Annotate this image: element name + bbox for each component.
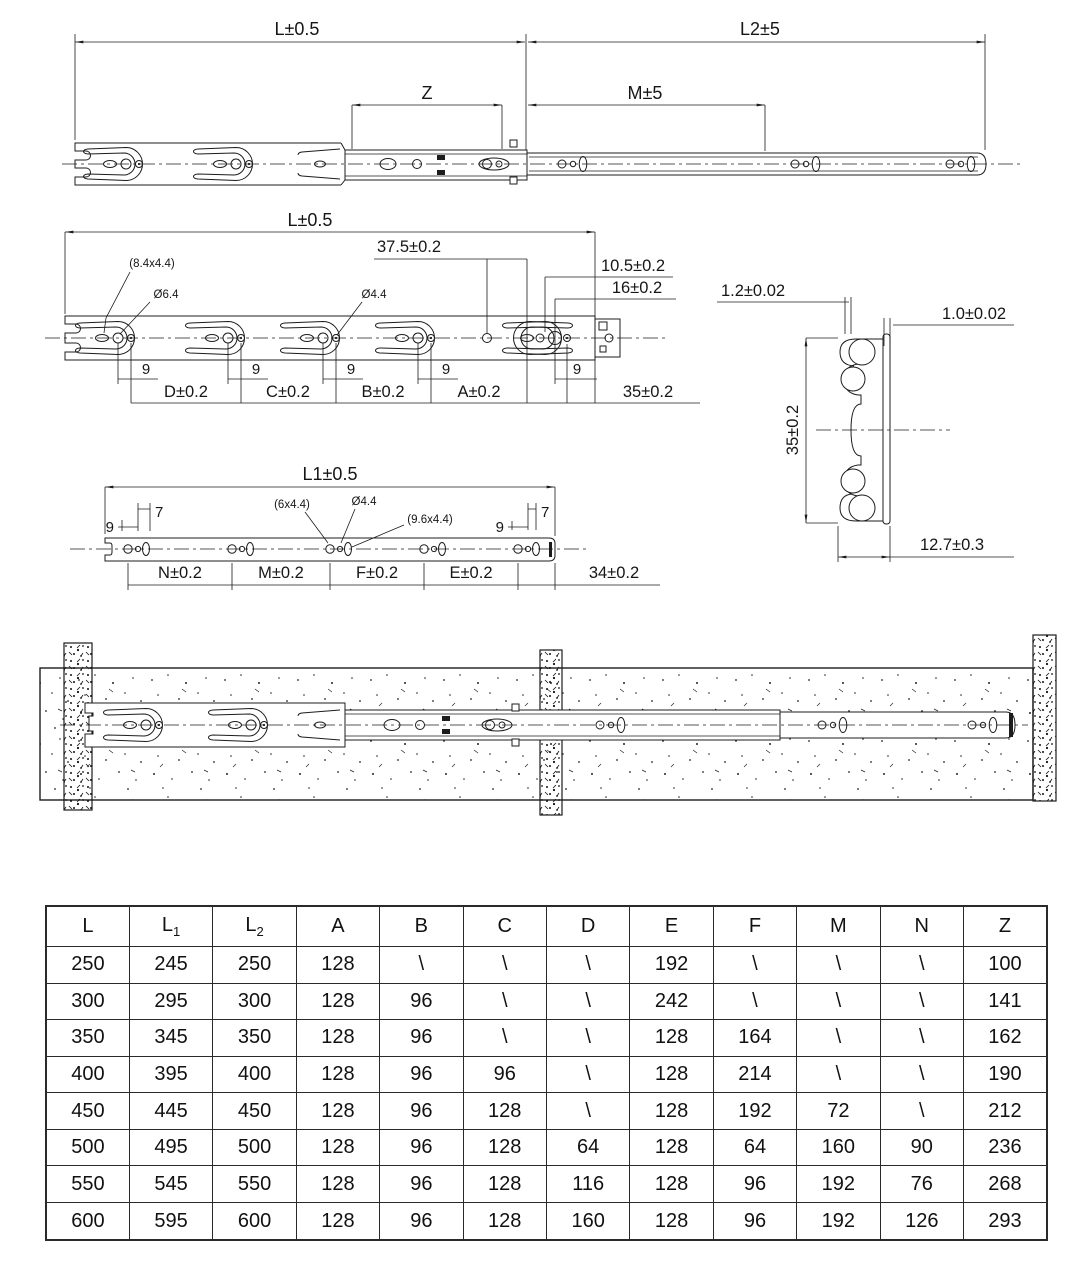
table-cell: 300	[213, 983, 296, 1020]
end-stop	[549, 542, 552, 557]
table-row	[46, 1166, 1047, 1203]
table-cell: 128	[296, 946, 379, 983]
table-cell: 128	[296, 983, 379, 1020]
table-cell: 128	[630, 1093, 713, 1130]
table-header-cell: F	[713, 906, 796, 946]
table-cell: 160	[797, 1129, 880, 1166]
table-row	[46, 1203, 1047, 1240]
table-cell: 90	[880, 1129, 963, 1166]
dim-label-1-2: 1.2±0.02	[720, 282, 786, 300]
note-hole-dia: Ø6.4	[153, 289, 179, 301]
table-cell: \	[880, 1020, 963, 1057]
back-panel	[1033, 635, 1056, 801]
table-cell: \	[797, 1020, 880, 1057]
table-header-cell: C	[463, 906, 546, 946]
middle-rail-lips	[345, 154, 527, 176]
pitch-label-9: 9	[441, 361, 451, 378]
note-slot: (8.4x4.4)	[129, 258, 175, 270]
outer-rail-hole-pattern-drawing	[45, 210, 700, 403]
ball-bearing	[849, 495, 875, 521]
table-cell: 128	[463, 1093, 546, 1130]
stop-block	[442, 716, 450, 721]
latch-tab	[510, 177, 517, 184]
table-cell: 245	[129, 946, 212, 983]
table-cell: 192	[713, 1093, 796, 1130]
table-cell: 350	[213, 1020, 296, 1057]
dimension-table	[45, 905, 1048, 1241]
table-cell: \	[880, 946, 963, 983]
stop-block	[442, 729, 450, 734]
dim-label-16: 16±0.2	[611, 279, 663, 297]
table-cell: 595	[129, 1203, 212, 1240]
dim-label-L: L±0.5	[287, 210, 333, 230]
table-cell: \	[546, 1020, 629, 1057]
table-cell: 293	[963, 1203, 1047, 1240]
table-cell: \	[380, 946, 463, 983]
dim-label-34: 34±0.2	[588, 564, 640, 582]
pitch-label-9: 9	[495, 519, 504, 536]
table-cell: 164	[713, 1020, 796, 1057]
table-row	[46, 983, 1047, 1020]
table-cell: 128	[463, 1129, 546, 1166]
table-cell: 76	[880, 1166, 963, 1203]
table-cell: \	[463, 1020, 546, 1057]
table-cell: 268	[963, 1166, 1047, 1203]
latch-tab	[600, 346, 606, 352]
table-cell: 160	[546, 1203, 629, 1240]
dim-label-Z: Z	[421, 83, 433, 103]
latch-tab	[512, 704, 519, 711]
table-cell: 500	[213, 1129, 296, 1166]
table-cell: 450	[213, 1093, 296, 1130]
dim-label-E: E±0.2	[449, 564, 493, 582]
table-cell: 141	[963, 983, 1047, 1020]
table-cell: 295	[129, 983, 212, 1020]
table-cell: 96	[380, 1166, 463, 1203]
table-header-cell: L	[46, 906, 129, 946]
table-cell: \	[546, 946, 629, 983]
table-cell: 192	[797, 1203, 880, 1240]
table-cell: 128	[463, 1203, 546, 1240]
dim-label-35: 35±0.2	[784, 404, 802, 456]
table-cell: 495	[129, 1129, 212, 1166]
front-panel	[64, 643, 92, 810]
dim-label-F: F±0.2	[355, 564, 399, 582]
extension-lines	[105, 487, 555, 536]
inner-rail-hole-pattern-drawing	[70, 464, 660, 590]
table-cell: 96	[713, 1166, 796, 1203]
pitch-label-9: 9	[105, 519, 114, 536]
table-header-cell: M	[797, 906, 880, 946]
table-header-row	[46, 906, 1047, 946]
dim-label-35: 35±0.2	[622, 383, 674, 401]
installation-section-drawing	[40, 635, 1056, 815]
table-header-cell: A	[296, 906, 379, 946]
table-cell: 64	[546, 1129, 629, 1166]
dim-label-B: B±0.2	[361, 383, 405, 401]
table-cell: 400	[213, 1056, 296, 1093]
pitch-label-9: 9	[572, 361, 582, 378]
dim-label-10-5: 10.5±0.2	[600, 257, 666, 275]
pitch-label-7: 7	[155, 504, 164, 521]
note-rivet-dia: Ø4.4	[351, 496, 377, 508]
pitch-label-9: 9	[141, 361, 151, 378]
table-header-cell: B	[380, 906, 463, 946]
table-cell: 116	[546, 1166, 629, 1203]
table-cell: \	[463, 983, 546, 1020]
dim-label-N: N±0.2	[158, 564, 202, 582]
dim-label-D: D±0.2	[164, 383, 208, 401]
table-cell: 445	[129, 1093, 212, 1130]
table-cell: 250	[46, 946, 129, 983]
table-header-cell: E	[630, 906, 713, 946]
table-cell: 128	[296, 1166, 379, 1203]
stop-block	[437, 170, 445, 175]
table-cell: 96	[380, 1056, 463, 1093]
table-cell: \	[880, 983, 963, 1020]
table-cell: 214	[713, 1056, 796, 1093]
table-cell: 192	[797, 1166, 880, 1203]
table-cell: 600	[213, 1203, 296, 1240]
dim-label-M: M±5	[627, 83, 663, 103]
table-cell: 400	[46, 1056, 129, 1093]
dim-35-extensions	[806, 338, 838, 523]
table-cell: 128	[630, 1056, 713, 1093]
table-cell: 300	[46, 983, 129, 1020]
table-row	[46, 1056, 1047, 1093]
table-cell: 72	[797, 1093, 880, 1130]
table-row	[46, 946, 1047, 983]
table-cell: 128	[296, 1129, 379, 1166]
table-cell: 242	[630, 983, 713, 1020]
table-cell: \	[797, 946, 880, 983]
table-header-cell: Z	[963, 906, 1047, 946]
table-cell: 250	[213, 946, 296, 983]
table-header-cell: N	[880, 906, 963, 946]
table-cell: 128	[630, 1166, 713, 1203]
pitch-label-7: 7	[541, 504, 550, 521]
dim-label-37-5: 37.5±0.2	[376, 238, 442, 256]
table-cell: 128	[463, 1166, 546, 1203]
ball-bearing	[849, 339, 875, 365]
table-cell: 96	[463, 1056, 546, 1093]
table-cell: 128	[296, 1203, 379, 1240]
note-slot2: (9.6x4.4)	[407, 514, 453, 526]
rivet-center	[566, 337, 568, 339]
table-cell: \	[797, 983, 880, 1020]
note-leaders	[305, 509, 404, 547]
stop-block	[437, 155, 445, 160]
table-cell: \	[713, 983, 796, 1020]
table-cell: 395	[129, 1056, 212, 1093]
latch-tab	[512, 739, 519, 746]
table-cell: 96	[380, 1129, 463, 1166]
table-cell: 96	[380, 1020, 463, 1057]
table-cell: 128	[296, 1056, 379, 1093]
table-cell: \	[546, 1093, 629, 1130]
table-cell: \	[797, 1056, 880, 1093]
cabinet-member-profile	[883, 334, 890, 524]
table-cell: 100	[963, 946, 1047, 983]
inner-rail-profile	[105, 538, 555, 561]
table-cell: 192	[630, 946, 713, 983]
table-cell: 96	[380, 1203, 463, 1240]
pitch-label-9: 9	[346, 361, 356, 378]
note-leaders	[104, 272, 362, 335]
table-cell: \	[463, 946, 546, 983]
dim-label-1-0: 1.0±0.02	[941, 305, 1007, 323]
table-cell: \	[880, 1056, 963, 1093]
dim-label-L2: L2±5	[740, 19, 780, 39]
table-cell: 600	[46, 1203, 129, 1240]
table-row	[46, 1129, 1047, 1166]
note-rivet-dia: Ø4.4	[361, 289, 387, 301]
latch-tab	[510, 140, 517, 147]
dim-label-M: M±0.2	[258, 564, 304, 582]
table-cell: 126	[880, 1203, 963, 1240]
extension-lines	[75, 34, 985, 151]
cross-section-drawing	[717, 282, 1014, 562]
table-cell: 96	[380, 983, 463, 1020]
table-cell: 128	[630, 1020, 713, 1057]
table-cell: 345	[129, 1020, 212, 1057]
table-cell: 128	[296, 1093, 379, 1130]
dim-label-C: C±0.2	[266, 383, 310, 401]
table-cell: 96	[713, 1203, 796, 1240]
pitch-label-9: 9	[251, 361, 261, 378]
table-header-cell: $L_1$	[129, 906, 212, 946]
table-cell: \	[546, 983, 629, 1020]
table-cell: 64	[713, 1129, 796, 1166]
table-cell: \	[880, 1093, 963, 1130]
table-cell: 550	[46, 1166, 129, 1203]
table-cell: 190	[963, 1056, 1047, 1093]
table-cell: 128	[630, 1129, 713, 1166]
ball-bearing	[841, 367, 865, 391]
pitch-lines-left	[118, 503, 150, 531]
table-cell: 450	[46, 1093, 129, 1130]
table-cell: 550	[213, 1166, 296, 1203]
table-cell: 350	[46, 1020, 129, 1057]
table-cell: \	[713, 946, 796, 983]
dim-label-L: L±0.5	[274, 19, 320, 39]
table-header-cell: $L_2$	[213, 906, 296, 946]
table-cell: 128	[296, 1020, 379, 1057]
dim-label-A: A±0.2	[457, 383, 501, 401]
middle-rail	[345, 150, 527, 180]
table-row	[46, 1020, 1047, 1057]
pitch-lines-right	[508, 503, 536, 530]
dim-label-12-7: 12.7±0.3	[919, 536, 985, 554]
table-cell: 545	[129, 1166, 212, 1203]
table-cell: 236	[963, 1129, 1047, 1166]
table-cell: 212	[963, 1093, 1047, 1130]
latch-tab	[599, 322, 607, 330]
table-row	[46, 1093, 1047, 1130]
table-cell: 500	[46, 1129, 129, 1166]
table-cell: 162	[963, 1020, 1047, 1057]
table-cell: \	[546, 1056, 629, 1093]
top-view-drawing	[62, 19, 1022, 185]
table-cell: 128	[630, 1203, 713, 1240]
dim-1-2-lines	[717, 297, 851, 334]
table-cell: 96	[380, 1093, 463, 1130]
ball-bearing	[841, 469, 865, 493]
dim-label-L1: L1±0.5	[302, 464, 358, 484]
note-slot: (6x4.4)	[274, 499, 310, 511]
table-header-cell: D	[546, 906, 629, 946]
